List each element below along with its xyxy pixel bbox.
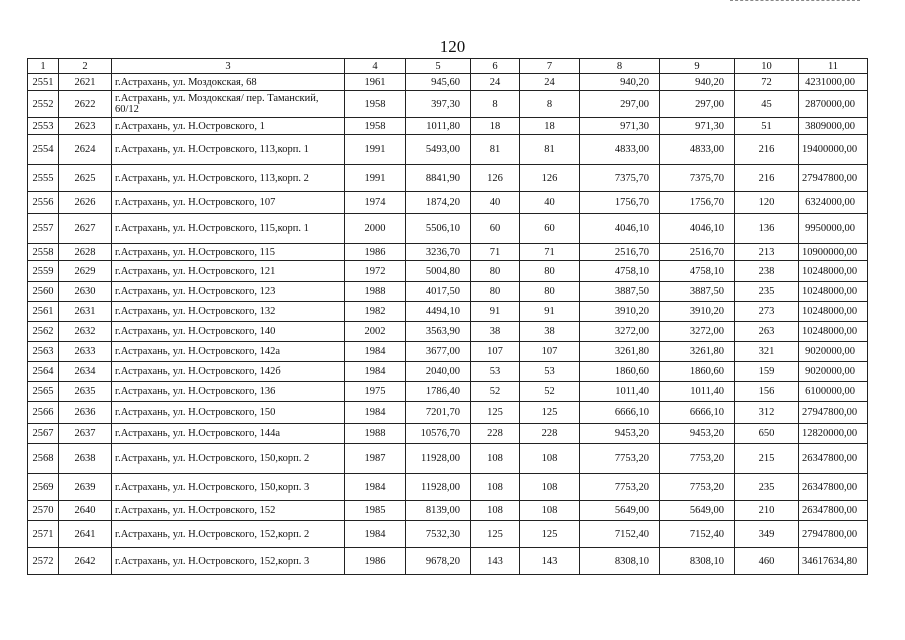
table-cell-c4: 1986 bbox=[345, 244, 406, 261]
table-cell-c4: 1985 bbox=[345, 501, 406, 521]
table-cell-c5: 8139,00 bbox=[406, 501, 471, 521]
table-cell-c9: 1860,60 bbox=[660, 362, 735, 382]
table-cell-c8: 4758,10 bbox=[580, 261, 660, 282]
table-cell-c8: 4833,00 bbox=[580, 135, 660, 165]
table-cell-c1: 2563 bbox=[28, 342, 59, 362]
table-cell-c7: 126 bbox=[520, 165, 580, 192]
table-cell-c4: 1991 bbox=[345, 165, 406, 192]
table-cell-c10: 321 bbox=[735, 342, 799, 362]
table-cell-c3: г.Астрахань, ул. Н.Островского, 107 bbox=[112, 192, 345, 214]
table-cell-c3: г.Астрахань, ул. Моздокская, 68 bbox=[112, 74, 345, 91]
table-cell-c7: 143 bbox=[520, 548, 580, 575]
table-cell-c9: 3910,20 bbox=[660, 302, 735, 322]
table-cell-c11: 9020000,00 bbox=[799, 362, 868, 382]
header-row bbox=[28, 59, 868, 74]
table-cell-c10: 213 bbox=[735, 244, 799, 261]
table-cell-c1: 2560 bbox=[28, 282, 59, 302]
table-cell-c11: 34617634,80 bbox=[799, 548, 868, 575]
table-cell-c3: г.Астрахань, ул. Н.Островского, 150,корп. 3 bbox=[112, 474, 345, 501]
table-cell-c9: 7753,20 bbox=[660, 474, 735, 501]
table-row bbox=[28, 91, 868, 118]
table-cell-c1: 2566 bbox=[28, 402, 59, 424]
table-cell-c10: 460 bbox=[735, 548, 799, 575]
table-row bbox=[28, 362, 868, 382]
table-cell-c3: г.Астрахань, ул. Н.Островского, 113,корп. 1 bbox=[112, 135, 345, 165]
table-cell-c4: 1984 bbox=[345, 342, 406, 362]
table-cell-c2: 2637 bbox=[59, 424, 112, 444]
table-cell-c6: 18 bbox=[471, 118, 520, 135]
table-cell-c1: 2551 bbox=[28, 74, 59, 91]
table-cell-c2: 2640 bbox=[59, 501, 112, 521]
table-cell-c9: 7152,40 bbox=[660, 521, 735, 548]
table-cell-c2: 2626 bbox=[59, 192, 112, 214]
table-cell-c11: 6324000,00 bbox=[799, 192, 868, 214]
table-cell-c6: 107 bbox=[471, 342, 520, 362]
table-cell-c1: 2559 bbox=[28, 261, 59, 282]
table-cell-c3: г.Астрахань, ул. Н.Островского, 144а bbox=[112, 424, 345, 444]
table-cell-c11: 9950000,00 bbox=[799, 214, 868, 244]
table-cell-c5: 7532,30 bbox=[406, 521, 471, 548]
table-cell-c8: 940,20 bbox=[580, 74, 660, 91]
table-cell-c3: г.Астрахань, ул. Н.Островского, 150 bbox=[112, 402, 345, 424]
table-cell-c5: 1011,80 bbox=[406, 118, 471, 135]
table-cell-c8: 2516,70 bbox=[580, 244, 660, 261]
table-cell-c4: 1984 bbox=[345, 521, 406, 548]
table-cell-c4: 1984 bbox=[345, 474, 406, 501]
table-cell-c10: 159 bbox=[735, 362, 799, 382]
table-cell-c10: 263 bbox=[735, 322, 799, 342]
table-cell-c7: 38 bbox=[520, 322, 580, 342]
table-cell-c4: 1984 bbox=[345, 402, 406, 424]
table-row bbox=[28, 118, 868, 135]
table-cell-c11: 4231000,00 bbox=[799, 74, 868, 91]
table-cell-c1: 2564 bbox=[28, 362, 59, 382]
table-cell-c11: 2870000,00 bbox=[799, 91, 868, 118]
table-cell-c7: 18 bbox=[520, 118, 580, 135]
table-cell-c5: 10576,70 bbox=[406, 424, 471, 444]
table-cell-c1: 2555 bbox=[28, 165, 59, 192]
table-cell-c8: 3272,00 bbox=[580, 322, 660, 342]
table-cell-c6: 91 bbox=[471, 302, 520, 322]
table-cell-c8: 3887,50 bbox=[580, 282, 660, 302]
table-cell-c2: 2635 bbox=[59, 382, 112, 402]
table-cell-c8: 1756,70 bbox=[580, 192, 660, 214]
table-cell-c6: 38 bbox=[471, 322, 520, 342]
table-cell-c10: 136 bbox=[735, 214, 799, 244]
column-header-7: 7 bbox=[520, 59, 580, 74]
table-cell-c4: 1975 bbox=[345, 382, 406, 402]
table-cell-c2: 2642 bbox=[59, 548, 112, 575]
table-cell-c1: 2561 bbox=[28, 302, 59, 322]
table-cell-c5: 5493,00 bbox=[406, 135, 471, 165]
table-cell-c11: 10248000,00 bbox=[799, 282, 868, 302]
table-row bbox=[28, 214, 868, 244]
table-cell-c3: г.Астрахань, ул. Н.Островского, 140 bbox=[112, 322, 345, 342]
table-cell-c11: 6100000,00 bbox=[799, 382, 868, 402]
table-cell-c4: 1972 bbox=[345, 261, 406, 282]
table-row bbox=[28, 521, 868, 548]
table-cell-c7: 228 bbox=[520, 424, 580, 444]
table-cell-c11: 26347800,00 bbox=[799, 474, 868, 501]
table-cell-c11: 27947800,00 bbox=[799, 521, 868, 548]
table-cell-c3: г.Астрахань, ул. Н.Островского, 152 bbox=[112, 501, 345, 521]
table-cell-c5: 3677,00 bbox=[406, 342, 471, 362]
table-row bbox=[28, 342, 868, 362]
table-cell-c5: 945,60 bbox=[406, 74, 471, 91]
table-cell-c11: 12820000,00 bbox=[799, 424, 868, 444]
table-cell-c2: 2629 bbox=[59, 261, 112, 282]
table-cell-c7: 125 bbox=[520, 521, 580, 548]
table-cell-c9: 1011,40 bbox=[660, 382, 735, 402]
table-cell-c5: 3236,70 bbox=[406, 244, 471, 261]
table-cell-c10: 273 bbox=[735, 302, 799, 322]
table-cell-c6: 60 bbox=[471, 214, 520, 244]
table-cell-c3: г.Астрахань, ул. Н.Островского, 132 bbox=[112, 302, 345, 322]
table-cell-c2: 2636 bbox=[59, 402, 112, 424]
table-cell-c6: 143 bbox=[471, 548, 520, 575]
table-cell-c6: 108 bbox=[471, 501, 520, 521]
table-cell-c6: 71 bbox=[471, 244, 520, 261]
housing-registry-table bbox=[27, 58, 868, 575]
table-cell-c7: 108 bbox=[520, 501, 580, 521]
table-cell-c9: 297,00 bbox=[660, 91, 735, 118]
table-cell-c3: г.Астрахань, ул. Н.Островского, 142а bbox=[112, 342, 345, 362]
table-cell-c5: 4494,10 bbox=[406, 302, 471, 322]
table-cell-c8: 1011,40 bbox=[580, 382, 660, 402]
table-cell-c3: г.Астрахань, ул. Н.Островского, 115 bbox=[112, 244, 345, 261]
table-cell-c6: 8 bbox=[471, 91, 520, 118]
table-cell-c9: 7375,70 bbox=[660, 165, 735, 192]
table-cell-c10: 650 bbox=[735, 424, 799, 444]
column-header-1: 1 bbox=[28, 59, 59, 74]
table-cell-c7: 91 bbox=[520, 302, 580, 322]
table-cell-c8: 7152,40 bbox=[580, 521, 660, 548]
table-cell-c2: 2639 bbox=[59, 474, 112, 501]
table-cell-c9: 9453,20 bbox=[660, 424, 735, 444]
table-cell-c5: 11928,00 bbox=[406, 474, 471, 501]
table-cell-c4: 1986 bbox=[345, 548, 406, 575]
table-cell-c9: 7753,20 bbox=[660, 444, 735, 474]
table-row bbox=[28, 192, 868, 214]
table-cell-c8: 1860,60 bbox=[580, 362, 660, 382]
table-cell-c10: 216 bbox=[735, 165, 799, 192]
table-cell-c2: 2627 bbox=[59, 214, 112, 244]
table-cell-c7: 125 bbox=[520, 402, 580, 424]
table-cell-c5: 1786,40 bbox=[406, 382, 471, 402]
table-cell-c3: г.Астрахань, ул. Н.Островского, 115,корп. 1 bbox=[112, 214, 345, 244]
column-header-6: 6 bbox=[471, 59, 520, 74]
table-row bbox=[28, 382, 868, 402]
table-cell-c2: 2641 bbox=[59, 521, 112, 548]
table-cell-c6: 126 bbox=[471, 165, 520, 192]
table-cell-c3: г.Астрахань, ул. Н.Островского, 150,корп. 2 bbox=[112, 444, 345, 474]
table-cell-c6: 52 bbox=[471, 382, 520, 402]
table-cell-c10: 215 bbox=[735, 444, 799, 474]
table-cell-c6: 108 bbox=[471, 474, 520, 501]
table-cell-c8: 6666,10 bbox=[580, 402, 660, 424]
table-cell-c8: 3910,20 bbox=[580, 302, 660, 322]
table-cell-c11: 27947800,00 bbox=[799, 165, 868, 192]
table-cell-c10: 51 bbox=[735, 118, 799, 135]
table-cell-c10: 156 bbox=[735, 382, 799, 402]
table-cell-c9: 971,30 bbox=[660, 118, 735, 135]
table-cell-c5: 5004,80 bbox=[406, 261, 471, 282]
table-cell-c3: г.Астрахань, ул. Н.Островского, 123 bbox=[112, 282, 345, 302]
table-cell-c11: 26347800,00 bbox=[799, 444, 868, 474]
table-cell-c7: 52 bbox=[520, 382, 580, 402]
table-cell-c11: 27947800,00 bbox=[799, 402, 868, 424]
table-cell-c9: 4833,00 bbox=[660, 135, 735, 165]
table-cell-c5: 8841,90 bbox=[406, 165, 471, 192]
table-cell-c8: 7375,70 bbox=[580, 165, 660, 192]
table-cell-c4: 1991 bbox=[345, 135, 406, 165]
table-cell-c8: 5649,00 bbox=[580, 501, 660, 521]
table-cell-c11: 26347800,00 bbox=[799, 501, 868, 521]
table-cell-c11: 19400000,00 bbox=[799, 135, 868, 165]
table-cell-c3: г.Астрахань, ул. Моздокская/ пер. Таманский, 60/12 bbox=[112, 91, 345, 118]
table-cell-c5: 11928,00 bbox=[406, 444, 471, 474]
table-row bbox=[28, 74, 868, 91]
table-cell-c2: 2622 bbox=[59, 91, 112, 118]
table-cell-c11: 3809000,00 bbox=[799, 118, 868, 135]
table-cell-c6: 40 bbox=[471, 192, 520, 214]
table-cell-c6: 125 bbox=[471, 402, 520, 424]
table-cell-c4: 1988 bbox=[345, 424, 406, 444]
table-cell-c8: 7753,20 bbox=[580, 444, 660, 474]
table-cell-c1: 2558 bbox=[28, 244, 59, 261]
table-cell-c2: 2633 bbox=[59, 342, 112, 362]
table-cell-c2: 2630 bbox=[59, 282, 112, 302]
table-cell-c7: 71 bbox=[520, 244, 580, 261]
table-cell-c1: 2568 bbox=[28, 444, 59, 474]
table-cell-c4: 2002 bbox=[345, 322, 406, 342]
table-cell-c9: 940,20 bbox=[660, 74, 735, 91]
table-cell-c9: 8308,10 bbox=[660, 548, 735, 575]
table-row bbox=[28, 548, 868, 575]
table-cell-c7: 81 bbox=[520, 135, 580, 165]
table-cell-c9: 6666,10 bbox=[660, 402, 735, 424]
table-cell-c1: 2552 bbox=[28, 91, 59, 118]
table-cell-c3: г.Астрахань, ул. Н.Островского, 152,корп. 2 bbox=[112, 521, 345, 548]
table-cell-c1: 2553 bbox=[28, 118, 59, 135]
table-cell-c8: 4046,10 bbox=[580, 214, 660, 244]
table-cell-c9: 3887,50 bbox=[660, 282, 735, 302]
table-cell-c7: 40 bbox=[520, 192, 580, 214]
table-cell-c4: 1987 bbox=[345, 444, 406, 474]
column-header-5: 5 bbox=[406, 59, 471, 74]
page-number: 120 bbox=[439, 37, 466, 56]
table-cell-c6: 53 bbox=[471, 362, 520, 382]
table-cell-c2: 2638 bbox=[59, 444, 112, 474]
table-row bbox=[28, 444, 868, 474]
table-cell-c4: 1988 bbox=[345, 282, 406, 302]
table-cell-c10: 210 bbox=[735, 501, 799, 521]
table-cell-c8: 971,30 bbox=[580, 118, 660, 135]
column-header-9: 9 bbox=[660, 59, 735, 74]
table-cell-c6: 228 bbox=[471, 424, 520, 444]
table-cell-c2: 2621 bbox=[59, 74, 112, 91]
table-cell-c6: 125 bbox=[471, 521, 520, 548]
table-cell-c9: 4046,10 bbox=[660, 214, 735, 244]
table-cell-c7: 53 bbox=[520, 362, 580, 382]
table-row bbox=[28, 302, 868, 322]
column-header-3: 3 bbox=[112, 59, 345, 74]
table-cell-c1: 2562 bbox=[28, 322, 59, 342]
table-cell-c8: 297,00 bbox=[580, 91, 660, 118]
table-cell-c1: 2570 bbox=[28, 501, 59, 521]
table-cell-c4: 1984 bbox=[345, 362, 406, 382]
table-cell-c10: 120 bbox=[735, 192, 799, 214]
table-cell-c5: 397,30 bbox=[406, 91, 471, 118]
table-cell-c5: 3563,90 bbox=[406, 322, 471, 342]
table-cell-c4: 1958 bbox=[345, 118, 406, 135]
table-cell-c5: 1874,20 bbox=[406, 192, 471, 214]
table-cell-c8: 7753,20 bbox=[580, 474, 660, 501]
table-cell-c3: г.Астрахань, ул. Н.Островского, 152,корп. 3 bbox=[112, 548, 345, 575]
table-cell-c10: 235 bbox=[735, 474, 799, 501]
column-header-8: 8 bbox=[580, 59, 660, 74]
table-cell-c9: 3261,80 bbox=[660, 342, 735, 362]
column-header-4: 4 bbox=[345, 59, 406, 74]
table-row bbox=[28, 501, 868, 521]
table-cell-c4: 1974 bbox=[345, 192, 406, 214]
table-cell-c7: 108 bbox=[520, 444, 580, 474]
table-row bbox=[28, 165, 868, 192]
table-cell-c5: 7201,70 bbox=[406, 402, 471, 424]
table-row bbox=[28, 244, 868, 261]
table-cell-c5: 2040,00 bbox=[406, 362, 471, 382]
table-cell-c10: 349 bbox=[735, 521, 799, 548]
table-cell-c4: 1961 bbox=[345, 74, 406, 91]
table-cell-c10: 45 bbox=[735, 91, 799, 118]
table-cell-c6: 24 bbox=[471, 74, 520, 91]
table-cell-c5: 9678,20 bbox=[406, 548, 471, 575]
table-cell-c2: 2631 bbox=[59, 302, 112, 322]
table-row bbox=[28, 282, 868, 302]
table-cell-c7: 24 bbox=[520, 74, 580, 91]
table-cell-c4: 2000 bbox=[345, 214, 406, 244]
table-cell-c10: 235 bbox=[735, 282, 799, 302]
table-cell-c9: 2516,70 bbox=[660, 244, 735, 261]
column-header-10: 10 bbox=[735, 59, 799, 74]
table-cell-c9: 1756,70 bbox=[660, 192, 735, 214]
table-cell-c3: г.Астрахань, ул. Н.Островского, 1 bbox=[112, 118, 345, 135]
table-cell-c10: 238 bbox=[735, 261, 799, 282]
page-edge-mark bbox=[730, 0, 860, 4]
table-cell-c5: 4017,50 bbox=[406, 282, 471, 302]
table-cell-c10: 216 bbox=[735, 135, 799, 165]
table-cell-c10: 312 bbox=[735, 402, 799, 424]
table-cell-c11: 10248000,00 bbox=[799, 261, 868, 282]
table-cell-c6: 108 bbox=[471, 444, 520, 474]
table-cell-c2: 2634 bbox=[59, 362, 112, 382]
table-cell-c7: 80 bbox=[520, 282, 580, 302]
table-cell-c1: 2554 bbox=[28, 135, 59, 165]
table-cell-c8: 9453,20 bbox=[580, 424, 660, 444]
table-cell-c6: 80 bbox=[471, 261, 520, 282]
table-cell-c9: 3272,00 bbox=[660, 322, 735, 342]
column-header-2: 2 bbox=[59, 59, 112, 74]
table-cell-c7: 8 bbox=[520, 91, 580, 118]
table-cell-c9: 5649,00 bbox=[660, 501, 735, 521]
table-cell-c7: 107 bbox=[520, 342, 580, 362]
table-cell-c1: 2567 bbox=[28, 424, 59, 444]
table-cell-c4: 1958 bbox=[345, 91, 406, 118]
table-cell-c6: 81 bbox=[471, 135, 520, 165]
table-cell-c7: 60 bbox=[520, 214, 580, 244]
table-cell-c9: 4758,10 bbox=[660, 261, 735, 282]
table-cell-c3: г.Астрахань, ул. Н.Островского, 142б bbox=[112, 362, 345, 382]
table-cell-c1: 2556 bbox=[28, 192, 59, 214]
column-header-11: 11 bbox=[799, 59, 868, 74]
table-cell-c10: 72 bbox=[735, 74, 799, 91]
table-row bbox=[28, 322, 868, 342]
table-cell-c7: 108 bbox=[520, 474, 580, 501]
table-cell-c8: 3261,80 bbox=[580, 342, 660, 362]
table-row bbox=[28, 135, 868, 165]
table-cell-c6: 80 bbox=[471, 282, 520, 302]
table-row bbox=[28, 474, 868, 501]
table-cell-c11: 10900000,00 bbox=[799, 244, 868, 261]
table-row bbox=[28, 261, 868, 282]
table-cell-c11: 10248000,00 bbox=[799, 302, 868, 322]
table-cell-c2: 2632 bbox=[59, 322, 112, 342]
table-row bbox=[28, 402, 868, 424]
table-cell-c1: 2571 bbox=[28, 521, 59, 548]
table-cell-c3: г.Астрахань, ул. Н.Островского, 136 bbox=[112, 382, 345, 402]
table-cell-c11: 9020000,00 bbox=[799, 342, 868, 362]
table-cell-c3: г.Астрахань, ул. Н.Островского, 113,корп. 2 bbox=[112, 165, 345, 192]
table-cell-c2: 2628 bbox=[59, 244, 112, 261]
table-cell-c3: г.Астрахань, ул. Н.Островского, 121 bbox=[112, 261, 345, 282]
table-cell-c11: 10248000,00 bbox=[799, 322, 868, 342]
table-row bbox=[28, 424, 868, 444]
table-cell-c7: 80 bbox=[520, 261, 580, 282]
table-cell-c4: 1982 bbox=[345, 302, 406, 322]
table-cell-c2: 2625 bbox=[59, 165, 112, 192]
table-cell-c1: 2565 bbox=[28, 382, 59, 402]
table-cell-c8: 8308,10 bbox=[580, 548, 660, 575]
table-body bbox=[28, 74, 868, 575]
table-cell-c2: 2624 bbox=[59, 135, 112, 165]
table-cell-c1: 2557 bbox=[28, 214, 59, 244]
table-cell-c1: 2569 bbox=[28, 474, 59, 501]
table-cell-c1: 2572 bbox=[28, 548, 59, 575]
table-cell-c2: 2623 bbox=[59, 118, 112, 135]
table-cell-c5: 5506,10 bbox=[406, 214, 471, 244]
